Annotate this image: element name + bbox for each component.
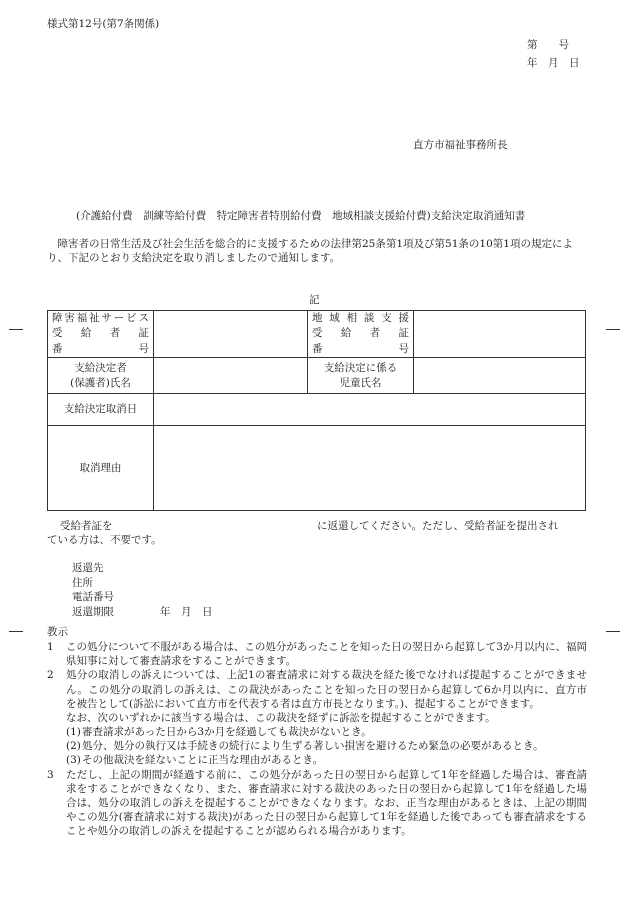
notes-list [47,640,587,838]
child-name-value[interactable] [414,358,586,394]
form-number-label: 様式第12号(第7条関係) [47,18,160,30]
table-row [48,426,586,511]
table-row [48,394,586,426]
sub-item-number: (3) [66,754,81,767]
issuer-name: 直方市福祉事務所長 [413,139,508,151]
sub-item-text: 処分、処分の執行又は手続きの続行により生ずる著しい損害を避けるため緊急の必要があるとき。 [82,740,544,753]
return-instruction-end: に返還してください。ただし、受給者証を提出され [317,520,559,532]
sub-item-text: 審査請求があった日から3か月を経過しても裁決がないとき。 [82,726,372,739]
fold-mark-left-bottom [9,631,23,632]
return-phone-label: 電話番号 [72,591,114,603]
note-item [47,768,587,839]
note-number: 3 [47,768,54,781]
fold-mark-right-top [606,329,620,330]
cancel-date-value[interactable] [154,394,586,426]
ki-heading: 記 [309,294,320,306]
note-text: この処分について不服がある場合は、この処分があったことを知った日の翌日から起算して3か月以内に、福岡県知事に対して審査請求をすることができます。 [66,641,587,668]
document-number: 第 号 [527,39,569,51]
note-text: 処分の取消しの訴えについては、上記1の審査請求に対する裁決を経た後でなければ提起することができません。この処分の取消しの訴えは、この裁決があったことを知った日の翌日から起算して6か月以内に、直方市を被告として(訴訟において直方市を代表する者は直方市長となります。)、提起することができます。 [66,669,587,710]
service-cert-value[interactable] [154,311,308,358]
recipient-name-label: 支給決定者 (保護者)氏名 [48,358,154,394]
note-sub-item [47,725,587,739]
note-text: ただし、上記の期間が経過する前に、この処分があった日の翌日から起算して1年を経過した場合は、審査請求をすることができなくなり、また、審査請求に対する裁決のあった日の翌日から起算して1年を経過した場合は、処分の取消しの訴えを提起することができなくなります。なお、正当な理由があるときは、上記の期間やこの処分(審査請求に対する裁決)があった日の翌日から起算して1年を経過した後であっても審査請求をすることや処分の取消しの訴えを提起することが認められる場合があります。 [66,768,587,838]
note-number: 1 [47,641,54,653]
note-sub-paragraph: なお、次のいずれかに該当する場合は、この裁決を経ずに訴訟を提起することができます。 [66,711,496,724]
child-name-label: 支給決定に係る 児童氏名 [308,358,414,394]
table-row [48,311,586,358]
sub-item-number: (2) [66,740,81,753]
return-deadline-label: 返還期限 [72,605,114,618]
notes-heading: 教示 [47,626,68,638]
return-deadline-date: 年 月 日 [160,605,213,618]
note-sub-item [47,753,587,767]
sub-item-number: (1) [66,726,81,739]
consult-cert-label: 地域相談支援 受 給 者 証 番 号 [308,311,414,358]
table-row [48,358,586,394]
return-details [72,561,213,619]
info-table [47,310,586,511]
return-instruction-start: 受給者証を [60,520,113,532]
note-number: 2 [47,669,54,682]
note-sub-item [47,739,587,753]
recipient-name-value[interactable] [154,358,308,394]
note-item [47,640,587,668]
note-item [47,668,587,711]
document-title: (介護給付費 訓練等給付費 特定障害者特別給付費 地域相談支援給付費)支給決定取消通知書 [76,210,526,222]
reason-label: 取消理由 [48,426,154,511]
service-cert-label: 障害福祉サービス 受 給 者 証 番 号 [48,311,154,358]
intro-paragraph: 障害者の日常生活及び社会生活を総合的に支援するための法律第25条第1項及び第51条の10第1項の規定により、下記のとおり支給決定を取り消しましたので通知します。 [47,238,573,265]
return-deadline-row [72,605,213,620]
document-date: 年 月 日 [527,57,580,69]
cancel-date-label: 支給決定取消日 [48,394,154,426]
return-address-label: 住所 [72,576,93,589]
fold-mark-right-bottom [606,631,620,632]
return-destination-label: 返還先 [72,562,104,574]
sub-item-text: その他裁決を経ないことに正当な理由があるとき。 [82,754,324,767]
consult-cert-value[interactable] [414,311,586,358]
reason-value[interactable] [154,426,586,511]
fold-mark-left-top [9,329,23,330]
return-instruction-continued: ている方は、不要です。 [47,534,162,546]
